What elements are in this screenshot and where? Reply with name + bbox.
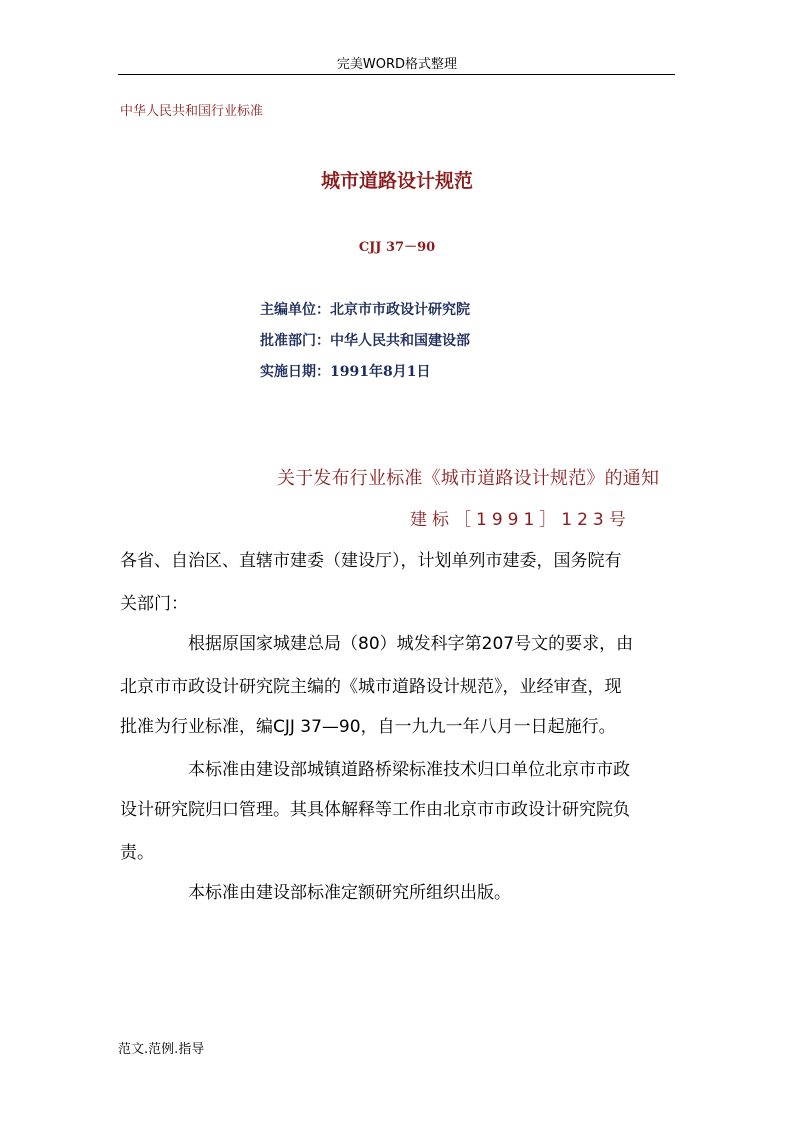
header-rule [118,74,675,75]
body-line: 北京市市政设计研究院主编的《城市道路设计规范》，业经审查，现 [120,677,622,697]
meta-editor-label: 主编单位： [260,302,330,318]
body-line: 各省、自治区、直辖市建委（建设厅），计划单列市建委，国务院有 [120,551,622,571]
page-header: 完美WORD格式整理 [336,57,458,72]
meta-approver-value: 中华人民共和国建设部 [330,333,470,349]
notice-title: 关于发布行业标准《城市道路设计规范》的通知 [277,468,660,489]
meta-editor-value: 北京市市政设计研究院 [330,302,470,318]
meta-editor [260,300,470,320]
meta-approver-label: 批准部门： [260,333,330,349]
page-footer: 范文.范例.指导 [118,1042,205,1057]
meta-effective [260,362,430,382]
meta-effective-label: 实施日期： [260,364,330,380]
meta-approver [260,331,470,351]
body-line: 关部门： [120,594,188,614]
body-line: 本标准由建设部城镇道路桥梁标准技术归口单位北京市市政 [188,760,630,780]
standard-category: 中华人民共和国行业标准 [120,104,264,119]
body-line: 根据原国家城建总局（80）城发科字第207号文的要求，由 [188,634,634,654]
body-line: 责。 [120,843,154,863]
body-line: 本标准由建设部标准定额研究所组织出版。 [188,883,511,903]
body-line: 设计研究院归口管理。其具体解释等工作由北京市市政设计研究院负 [120,800,630,820]
notice-number: 建标［1991］123号 [410,510,631,530]
document-code: CJJ 37－90 [358,240,436,255]
body-line: 批准为行业标准，编CJJ 37—90，自一九九一年八月一日起施行。 [120,717,616,737]
meta-effective-value: 1991年8月1日 [330,364,431,380]
document-title: 城市道路设计规范 [320,170,473,192]
